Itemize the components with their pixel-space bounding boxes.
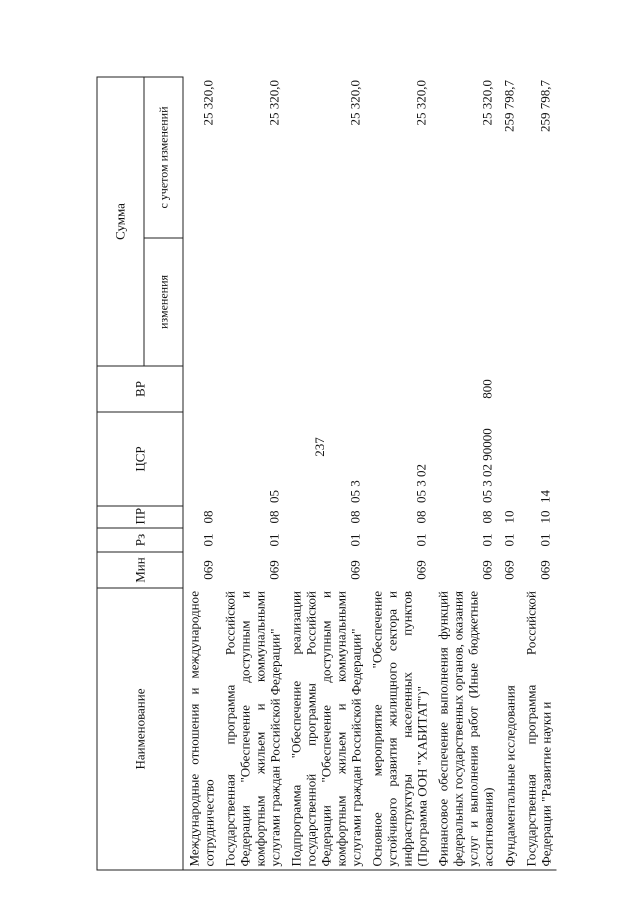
row-name: Фундаментальные исследования: [498, 588, 520, 870]
row-rz: 01: [413, 533, 428, 547]
header-summa: Сумма: [97, 77, 144, 366]
row-changes: [432, 238, 498, 366]
row-csr: 05 3: [347, 480, 362, 503]
row-vr: [498, 366, 520, 412]
row-min: 069: [200, 560, 215, 580]
header-csr: ЦСР: [97, 412, 183, 506]
header-name: Наименование: [97, 588, 183, 870]
row-name: Государственная программа Российской Федерации "Развитие науки и: [520, 588, 556, 870]
row-vr: [285, 366, 366, 412]
table-row: [285, 77, 366, 870]
row-vr: [366, 366, 432, 412]
row-min: 069: [537, 560, 552, 580]
row-name: Подпрограмма "Обеспечение реализации государственной программы Российской Федерации "Обеспечение доступным и комфортным жильем и коммунальными услугами граждан Российской Федерации": [285, 588, 366, 870]
page-number: 237: [312, 437, 327, 457]
row-min: 069: [501, 560, 516, 580]
row-name: Основное мероприятие "Обеспечение устойчивого развития жилищного сектора и инфраструктуры населенных пунктов (Программа ООН "ХАБИТАТ")": [366, 588, 432, 870]
budget-table: [96, 77, 556, 871]
row-min: 069: [413, 560, 428, 580]
row-with-changes: 25 320,0: [347, 80, 362, 126]
header-min: Мин: [97, 552, 183, 588]
header-changes: изменения: [144, 238, 183, 366]
row-vr: [520, 366, 556, 412]
row-changes: [183, 238, 220, 366]
row-pr: 08: [479, 510, 494, 524]
row-min: 069: [479, 560, 494, 580]
row-rz: 01: [200, 533, 215, 547]
header-pr: ПР: [97, 506, 183, 528]
row-rz: 01: [501, 533, 516, 547]
header-vr: ВР: [97, 366, 183, 412]
row-pr: 10: [537, 510, 552, 524]
row-changes: [520, 238, 556, 366]
budget-table-page: [96, 78, 640, 871]
row-vr: [183, 366, 220, 412]
row-name: Финансовое обеспечение выполнения функций федеральных государственных органов, оказания услуг и выполнения работ (Иные бюджетные ассигнования): [432, 588, 498, 870]
row-pr: 08: [347, 510, 362, 524]
row-vr: [219, 366, 285, 412]
row-csr: 05 3 02: [413, 464, 428, 503]
row-pr: 08: [200, 510, 215, 524]
row-pr: 10: [501, 510, 516, 524]
row-csr: 05 3 02 90000: [479, 428, 494, 503]
row-csr: 14: [537, 490, 552, 503]
row-pr: 08: [266, 510, 281, 524]
header-rz: Рз: [97, 528, 183, 552]
row-rz: 01: [537, 533, 552, 547]
row-with-changes: 259 798,7: [501, 80, 516, 132]
header-with-changes: с учетом изменений: [144, 77, 183, 238]
row-pr: 08: [413, 510, 428, 524]
table-row: [219, 77, 285, 870]
table-header: [97, 77, 183, 870]
row-changes: [498, 238, 520, 366]
row-min: 069: [266, 560, 281, 580]
table-row: [432, 77, 498, 870]
row-with-changes: 25 320,0: [200, 80, 215, 126]
table-row: [366, 77, 432, 870]
row-rz: 01: [347, 533, 362, 547]
row-csr: [498, 412, 520, 506]
row-changes: [285, 238, 366, 366]
row-min: 069: [347, 560, 362, 580]
row-name: Международные отношения и международное сотрудничество: [183, 588, 220, 870]
row-changes: [219, 238, 285, 366]
table-row: [183, 77, 220, 870]
row-changes: [366, 238, 432, 366]
row-csr: [183, 412, 220, 506]
row-with-changes: 25 320,0: [266, 80, 281, 126]
row-with-changes: 259 798,7: [537, 80, 552, 132]
row-vr: 800: [479, 379, 494, 399]
row-with-changes: 25 320,0: [413, 80, 428, 126]
row-with-changes: 25 320,0: [479, 80, 494, 126]
row-rz: 01: [266, 533, 281, 547]
table-row: [498, 77, 520, 870]
table-row: [520, 77, 556, 870]
row-name: Государственная программа Российской Федерации "Обеспечение доступным и комфортным жильем и коммунальными услугами граждан Российской Федерации": [219, 588, 285, 870]
row-csr: 05: [266, 490, 281, 503]
row-rz: 01: [479, 533, 494, 547]
